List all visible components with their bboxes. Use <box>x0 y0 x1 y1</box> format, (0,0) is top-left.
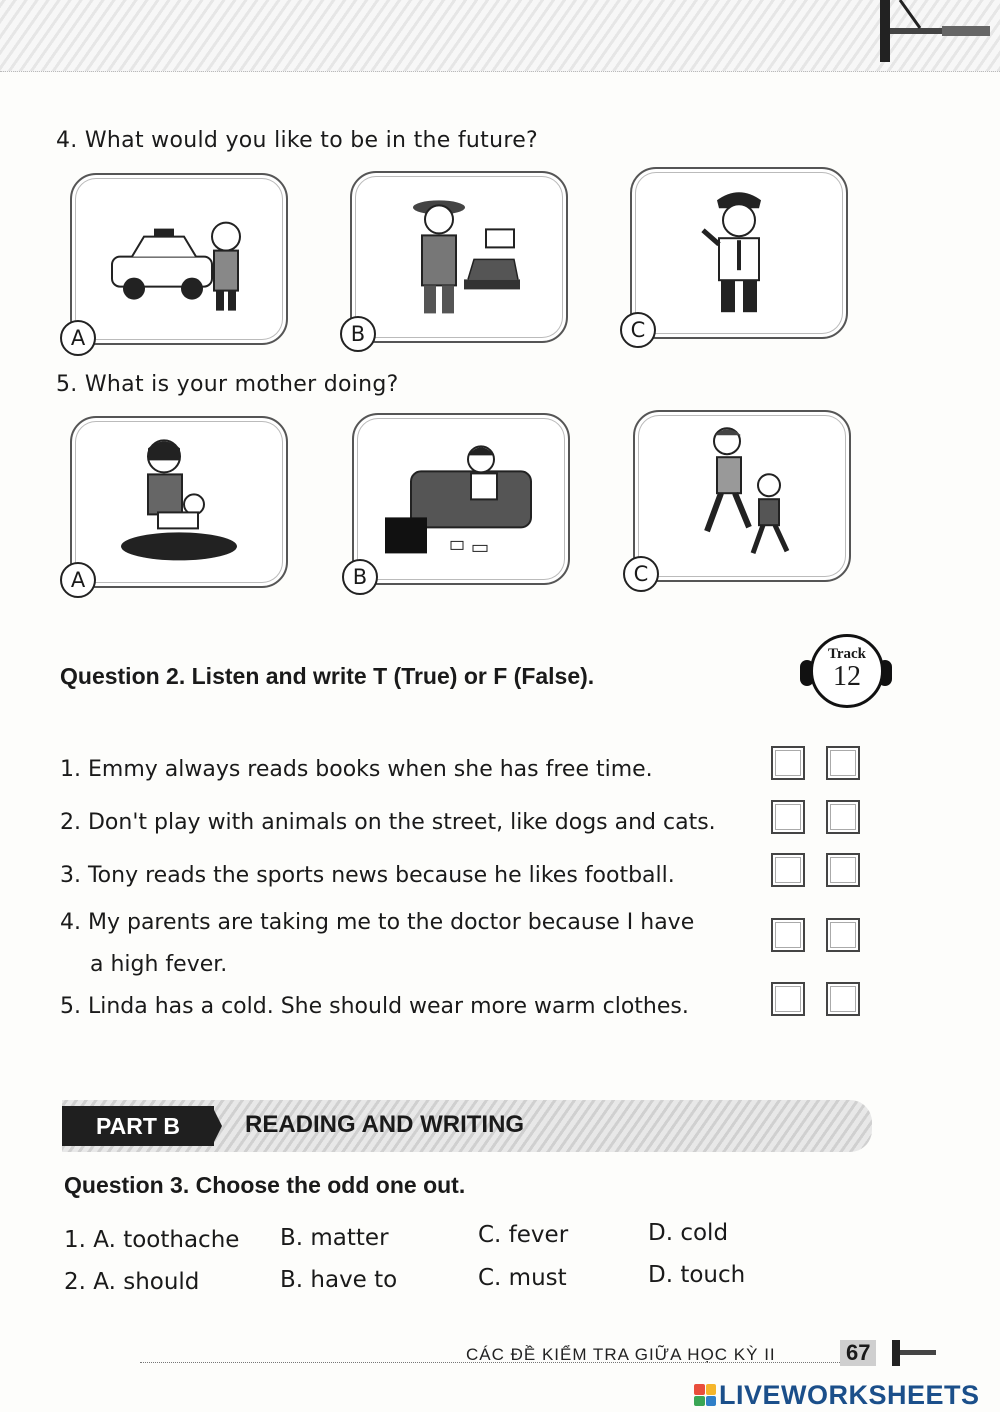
q5-option-c-box[interactable] <box>633 410 851 586</box>
q5-option-b-box[interactable] <box>352 413 570 589</box>
liveworksheets-brand-text: LIVEWORKSHEETS <box>719 1379 980 1410</box>
part-b-title: READING AND WRITING <box>245 1111 525 1138</box>
tf-answer-1-false-box[interactable] <box>826 746 860 780</box>
tf-statement-5: 5. Linda has a cold. She should wear more warm clothes. <box>60 994 689 1019</box>
tf-statement-4: 4. My parents are taking me to the doctor because I have <box>60 910 695 935</box>
part-b-notch <box>212 1106 222 1146</box>
question-5-text: 5. What is your mother doing? <box>56 372 399 397</box>
farmer-icon <box>394 189 524 319</box>
track-badge[interactable] <box>800 632 892 712</box>
track-label: Track <box>827 646 867 662</box>
header-band <box>0 0 1000 72</box>
q5-option-a-letter: A <box>60 562 96 598</box>
part-b-label: PART B <box>62 1106 214 1146</box>
odd-row-1-option-d[interactable]: D. cold <box>648 1220 729 1246</box>
part-b-band <box>62 1100 872 1152</box>
odd-row-2-option-a[interactable]: 2. A. should <box>64 1269 200 1295</box>
tf-answer-5-false-box[interactable] <box>826 982 860 1016</box>
odd-row-1-option-b[interactable]: B. matter <box>280 1225 389 1251</box>
odd-row-2-option-c[interactable]: C. must <box>478 1265 567 1291</box>
liveworksheets-logo[interactable] <box>694 1380 980 1410</box>
track-number: 12 <box>833 661 861 692</box>
q5-option-b-letter: B <box>342 559 378 595</box>
page-number: 67 <box>840 1340 876 1366</box>
scroll-corner-icon <box>880 0 990 62</box>
question-3-heading: Question 3. Choose the odd one out. <box>64 1172 466 1198</box>
odd-row-2-option-d[interactable]: D. touch <box>648 1262 746 1288</box>
liveworksheets-logo-icon <box>694 1384 716 1406</box>
tf-statement-1: 1. Emmy always reads books when she has free time. <box>60 757 653 782</box>
q4-option-a-letter: A <box>60 320 96 356</box>
woman-watching-tv-icon <box>381 431 541 561</box>
q4-option-c-box[interactable] <box>630 167 848 342</box>
tf-answer-1-true-box[interactable] <box>771 746 805 780</box>
tf-answer-4-false-box[interactable] <box>826 918 860 952</box>
odd-row-2-option-b[interactable]: B. have to <box>280 1267 398 1293</box>
track-circle <box>810 634 884 708</box>
q5-option-a-box[interactable] <box>70 416 288 592</box>
tf-statement-4-continued: a high fever. <box>90 952 228 977</box>
odd-row-1-option-a[interactable]: 1. A. toothache <box>64 1227 240 1253</box>
tf-answer-2-false-box[interactable] <box>826 800 860 834</box>
q4-option-b-box[interactable] <box>350 171 568 346</box>
mother-child-running-icon <box>677 423 807 563</box>
q5-option-c-letter: C <box>623 556 659 592</box>
mother-reading-icon <box>114 434 244 564</box>
tf-statement-2: 2. Don't play with animals on the street, like dogs and cats. <box>60 810 716 835</box>
question-2-heading: Question 2. Listen and write T (True) or F (False). <box>60 663 595 689</box>
tf-answer-5-true-box[interactable] <box>771 982 805 1016</box>
pilot-icon <box>689 180 789 320</box>
tf-answer-3-false-box[interactable] <box>826 853 860 887</box>
question-4-text: 4. What would you like to be in the future? <box>56 128 539 153</box>
footer-scroll-icon <box>890 1338 940 1368</box>
tf-statement-3: 3. Tony reads the sports news because he likes football. <box>60 863 675 888</box>
q4-option-a-box[interactable] <box>70 173 288 350</box>
tf-answer-3-true-box[interactable] <box>771 853 805 887</box>
q4-option-b-letter: B <box>340 316 376 352</box>
tf-answer-4-true-box[interactable] <box>771 918 805 952</box>
tf-answer-2-true-box[interactable] <box>771 800 805 834</box>
q4-option-c-letter: C <box>620 312 656 348</box>
taxi-driver-icon <box>104 197 254 317</box>
odd-row-1-option-c[interactable]: C. fever <box>478 1222 569 1248</box>
footer-book-title: CÁC ĐỀ KIỂM TRA GIỮA HỌC KỲ II <box>466 1345 776 1364</box>
